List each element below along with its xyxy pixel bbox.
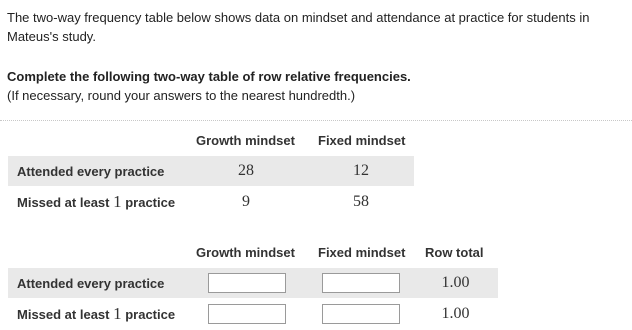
freq-cell-missed-fixed: 58 [353, 193, 369, 210]
freq-cell-missed-growth: 9 [242, 193, 250, 210]
rel-row-label-missed: Missed at least 1 practice [17, 304, 176, 323]
section-divider [0, 120, 632, 121]
rel-row-label-attended: Attended every practice [17, 276, 165, 291]
answer-input[interactable] [323, 275, 399, 293]
freq-row-label-attended: Attended every practice [17, 164, 165, 179]
freq-cell-attended-growth: 28 [238, 162, 254, 179]
rel-col-header-fixed: Fixed mindset [318, 245, 406, 260]
rel-input-attended-growth[interactable] [208, 273, 286, 293]
rel-row-total-attended: 1.00 [441, 274, 470, 291]
rel-input-missed-fixed[interactable] [322, 304, 400, 324]
answer-input[interactable] [209, 275, 285, 293]
freq-row-label-missed: Missed at least 1 practice [17, 192, 176, 211]
instruction-note: (If necessary, round your answers to the nearest hundredth.) [7, 88, 356, 103]
answer-input[interactable] [323, 306, 399, 324]
answer-input[interactable] [209, 306, 285, 324]
rel-col-header-growth: Growth mindset [196, 245, 295, 260]
instruction-block [7, 67, 411, 105]
rel-input-missed-growth[interactable] [208, 304, 286, 324]
freq-col-header-growth: Growth mindset [196, 133, 295, 148]
instruction-title: Complete the following two-way table of row relative frequencies. [7, 69, 411, 84]
intro-text: The two-way frequency table below shows data on mindset and attendance at practice for students in Mateus's study. [7, 10, 590, 44]
freq-col-header-fixed: Fixed mindset [318, 133, 406, 148]
rel-input-attended-fixed[interactable] [322, 273, 400, 293]
rel-col-header-row-total: Row total [425, 245, 484, 260]
freq-cell-attended-fixed: 12 [353, 162, 369, 179]
rel-row-total-missed: 1.00 [441, 305, 470, 322]
